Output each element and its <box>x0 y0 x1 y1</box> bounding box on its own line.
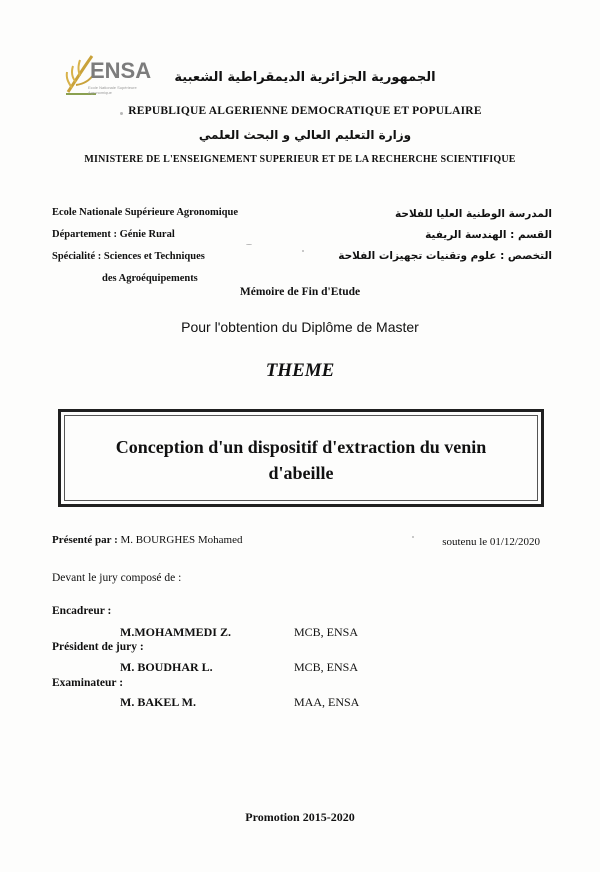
diplome-line: Pour l'obtention du Diplôme de Master <box>181 319 419 335</box>
school-name: Ecole Nationale Supérieure Agronomique <box>52 207 238 218</box>
presented-by <box>52 534 242 546</box>
french-ministry-title: MINISTERE DE L'ENSEIGNEMENT SUPERIEUR ET DE LA RECHERCHE SCIENTIFIQUE <box>84 154 516 165</box>
logo-name: ENSA <box>90 58 152 83</box>
presented-by-label: Présenté par : <box>52 534 118 546</box>
institution-info-french <box>52 202 238 290</box>
jury-role-encadreur: Encadreur : <box>52 605 112 617</box>
jury-intro: Devant le jury composé de : <box>52 572 182 584</box>
jury-grade-examinateur: MAA, ENSA <box>294 695 360 709</box>
department-name: Département : Génie Rural <box>52 229 175 240</box>
scan-speck <box>120 112 123 115</box>
speciality-line1: Spécialité : Sciences et Techniques <box>52 251 205 262</box>
arabic-ministry-title: وزارة التعليم العالي و البحث العلمي <box>198 128 412 142</box>
jury-grade-president: MCB, ENSA <box>294 660 359 674</box>
promotion: Promotion 2015-2020 <box>245 810 355 824</box>
school-name-arabic: المدرسة الوطنية العليا للفلاحة <box>395 208 552 220</box>
scan-speck <box>412 536 414 538</box>
jury-role-president: Président de jury : <box>52 641 144 653</box>
ensa-logo <box>62 52 160 100</box>
arabic-republic-title: الجمهورية الجزائرية الديمقراطية الشعبية <box>174 70 436 85</box>
logo-subtitle: Ecole Nationale Supérieure Agronomique <box>88 85 137 95</box>
author-name: M. BOURGHES Mohamed <box>120 534 243 546</box>
jury-grade-encadreur: MCB, ENSA <box>294 625 359 639</box>
institution-info-arabic <box>332 204 552 267</box>
theme-title: Conception d'un dispositif d'extraction du venin d'abeille <box>115 437 487 483</box>
jury-name-encadreur: M.MOHAMMEDI Z. <box>120 625 231 639</box>
jury-role-examinateur: Examinateur : <box>52 677 124 689</box>
scan-speck <box>302 250 304 252</box>
theme-box <box>58 409 544 507</box>
memoire-title: Mémoire de Fin d'Etude <box>239 286 361 298</box>
jury-name-examinateur: M. BAKEL M. <box>120 695 197 709</box>
defense-date: soutenu le 01/12/2020 <box>442 536 540 548</box>
jury-name-president: M. BOUDHAR L. <box>120 660 213 674</box>
french-republic-title: REPUBLIQUE ALGERIENNE DEMOCRATIQUE ET POPULAIRE <box>128 105 482 117</box>
speciality-line2: des Agroéquipements <box>102 273 198 284</box>
speciality-arabic: التخصص : علوم وتقنيات تجهيزات الفلاحة <box>338 250 552 262</box>
theme-label: THEME <box>265 360 335 381</box>
department-name-arabic: القسم : الهندسة الريفية <box>425 229 552 241</box>
scan-speck <box>246 244 252 245</box>
